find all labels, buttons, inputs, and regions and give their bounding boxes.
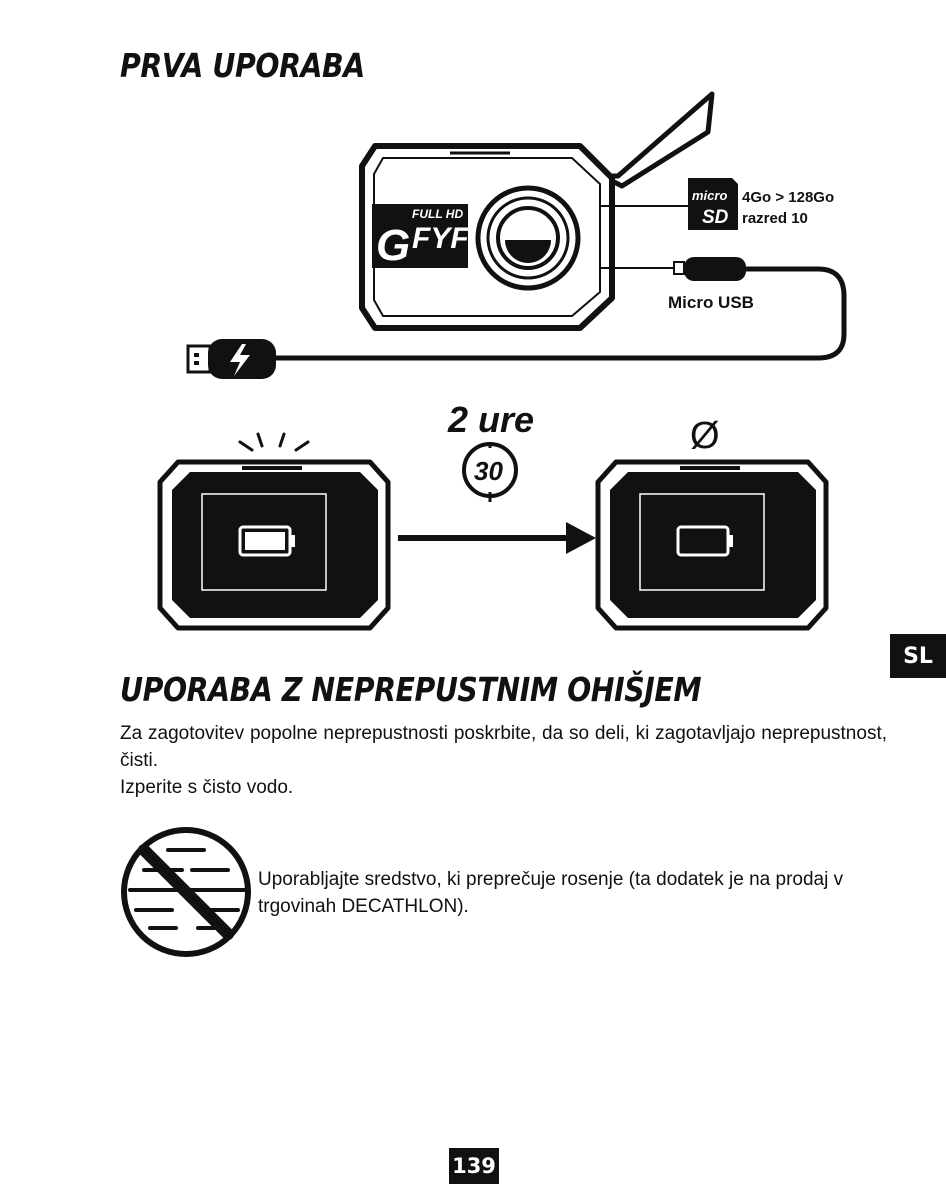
micro-usb-tip <box>674 262 684 274</box>
charging-sequence-diagram <box>150 398 840 634</box>
language-tab: SL <box>890 634 946 678</box>
blinking-light-rays <box>240 434 308 450</box>
light-off-symbol: Ø <box>690 415 720 457</box>
page-number: 139 <box>449 1148 499 1184</box>
no-fog-icon <box>116 822 256 962</box>
paragraph-seal-cleaning: Za zagotovitev popolne neprepustnosti poskrbite, da so deli, ki zagotavljajo neprepustnost, čisti. <box>120 723 887 771</box>
timer-value: 30 <box>474 456 503 486</box>
anti-fog-note: Uporabljajte sredstvo, ki preprečuje rosenje (ta dodatek je na prodaj v trgovinah DECATHLON). <box>258 869 844 917</box>
battery-outline-icon <box>678 527 728 555</box>
sd-class-text: razred 10 <box>742 210 808 227</box>
camera-back-charged <box>598 462 826 628</box>
paragraph-rinse: Izperite s čisto vodo. <box>120 777 294 798</box>
camera-connection-diagram <box>150 90 860 390</box>
sd-icon-bottom-text: SD <box>702 207 729 228</box>
sd-door-flap <box>602 94 712 186</box>
sd-capacity-text: 4Go > 128Go <box>742 189 835 206</box>
camera-logo-text: FYF <box>412 222 469 255</box>
micro-usb-label: Micro USB <box>668 293 754 312</box>
section-title-first-use: PRVA UPORABA <box>120 46 365 85</box>
charge-time-label: 2 ure <box>448 399 535 440</box>
sd-icon-top-text: micro <box>692 188 728 203</box>
micro-usb-connector <box>684 257 746 281</box>
section-title-waterproof: UPORABA Z NEPREPUSTNIM OHIŠJEM <box>120 670 702 709</box>
camera-brand-text: FULL HD <box>412 207 464 221</box>
svg-text:G: G <box>376 221 411 270</box>
camera-back-charging <box>160 462 388 628</box>
